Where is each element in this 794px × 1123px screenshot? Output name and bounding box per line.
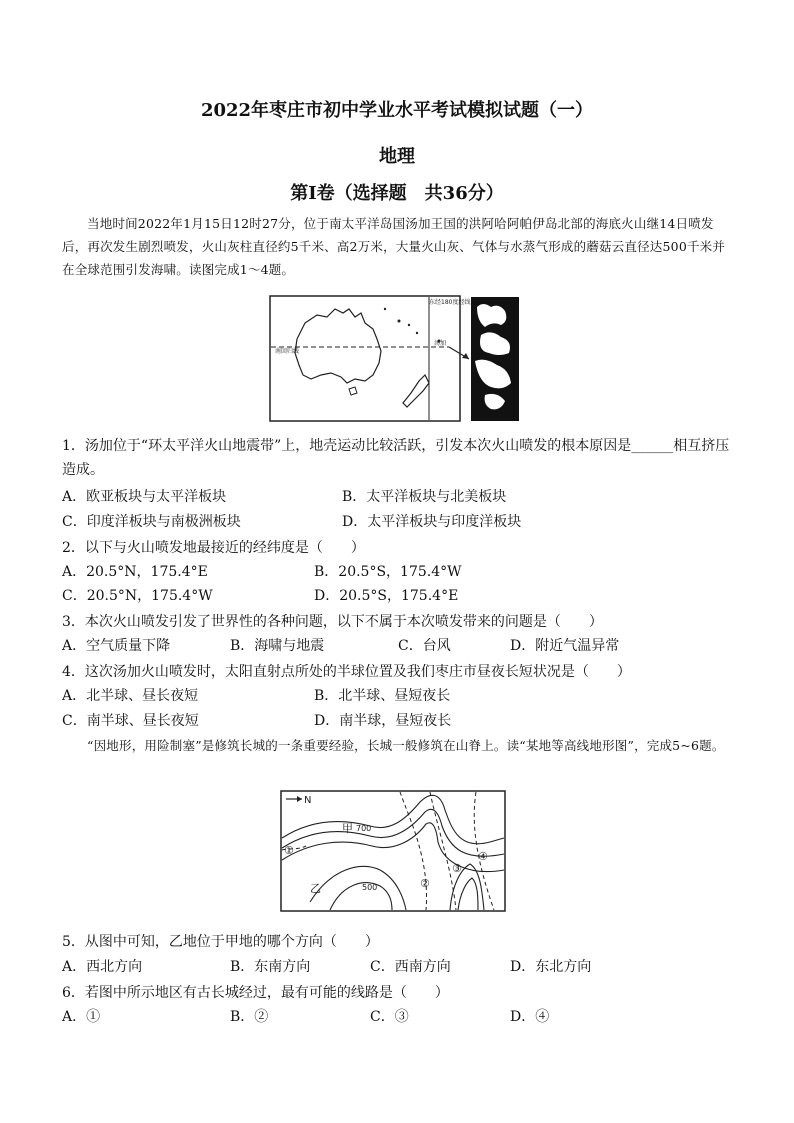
exam-title: 2022年枣庄市初中学业水平考试模拟试题（一） (200, 100, 594, 121)
q3-option-a: A．空气质量下降 (62, 638, 171, 654)
q6-option-c: C．③ (370, 1009, 409, 1025)
q2-option-a: A．20.5°N，175.4°E (62, 564, 208, 580)
contour-figure (280, 790, 506, 912)
intro-paragraph-2: “因地形，用险制塞”是修筑长城的一条重要经验，长城一般修筑在山脊上。读“某地等高线地形图”，完成5~6题。 (87, 738, 725, 753)
q5-option-d: D．东北方向 (510, 959, 592, 975)
question-3-stem: 3．本次火山喷发引发了世界性的各种问题，以下不属于本次喷发带来的问题是（ ） (62, 614, 603, 630)
route-2-label: ② (420, 877, 430, 890)
question-5-stem: 5．从图中可知，乙地位于甲地的哪个方向（ ） (62, 934, 379, 950)
q5-option-c: C．西南方向 (370, 959, 451, 975)
q3-option-d: D．附近气温异常 (510, 638, 620, 654)
question-1-stem: 1．汤加位于“环太平洋火山地震带”上，地壳运动比较活跃，引发本次火山喷发的根本原因是______相互挤压造成。 (62, 438, 730, 478)
north-label: N (304, 795, 312, 806)
question-6-stem: 6．若图中所示地区有古长城经过，最有可能的线路是（ ） (62, 985, 449, 1001)
q6-option-d: D．④ (510, 1009, 550, 1025)
q1-option-d: D．太平洋板块与印度洋板块 (342, 514, 522, 530)
question-4-stem: 4．这次汤加火山喷发时，太阳直射点所处的半球位置及我们枣庄市昼夜长短状况是（ ） (62, 664, 631, 680)
jia-label: 甲 (342, 822, 353, 835)
contour-500-label: 500 (362, 883, 378, 892)
route-3-label: ③ (452, 862, 462, 875)
route-4-label: ④ (478, 850, 488, 863)
route-1-label: ① (284, 844, 294, 857)
q2-option-b: B．20.5°S，175.4°W (314, 564, 462, 580)
q3-option-c: C．台风 (398, 638, 451, 654)
tonga-label: 汤加 (434, 340, 447, 347)
q2-option-c: C．20.5°N，175.4°W (62, 588, 213, 604)
subject-title: 地理 (379, 146, 415, 167)
q6-option-b: B．② (230, 1009, 269, 1025)
q1-option-c: C．印度洋板块与南极洲板块 (62, 514, 241, 530)
map-figure (269, 295, 525, 423)
contour-map (280, 790, 506, 912)
q4-option-b: B．北半球、昼短夜长 (314, 688, 451, 704)
date-line-label: 东经180度经线 (429, 299, 471, 306)
q5-option-a: A．西北方向 (62, 959, 143, 975)
question-2-stem: 2．以下与火山喷发地最接近的经纬度是（ ） (62, 540, 365, 556)
tropic-label: 南回归线 (275, 348, 300, 355)
q6-option-a: A．① (62, 1009, 101, 1025)
q5-option-b: B．东南方向 (230, 959, 311, 975)
q3-option-b: B．海啸与地震 (230, 638, 325, 654)
section-title: 第I卷（选择题 共36分） (290, 183, 504, 204)
q4-option-a: A．北半球、昼长夜短 (62, 688, 199, 704)
intro-paragraph-1: 当地时间2022年1月15日12时27分，位于南太平洋岛国汤加王国的洪阿哈阿帕伊岛北部的海底火山继14日喷发后，再次发生剧烈喷发，火山灰柱直径约5千米、高2万米，大量火山灰、气体与水蒸气形成的蘑菇云直径达500千米并在全球范围引发海啸。读图完成1～4题。 (62, 216, 726, 277)
q1-option-a: A．欧亚板块与太平洋板块 (62, 489, 227, 505)
q4-option-c: C．南半球、昼长夜短 (62, 713, 199, 729)
q1-option-b: B．太平洋板块与北美板块 (342, 489, 507, 505)
contour-700-label: 700 (356, 824, 372, 833)
q4-option-d: D．南半球，昼短夜长 (314, 713, 452, 729)
yi-label: 乙 (310, 882, 321, 895)
australia-map (269, 295, 525, 423)
q2-option-d: D．20.5°S，175.4°E (314, 588, 459, 604)
